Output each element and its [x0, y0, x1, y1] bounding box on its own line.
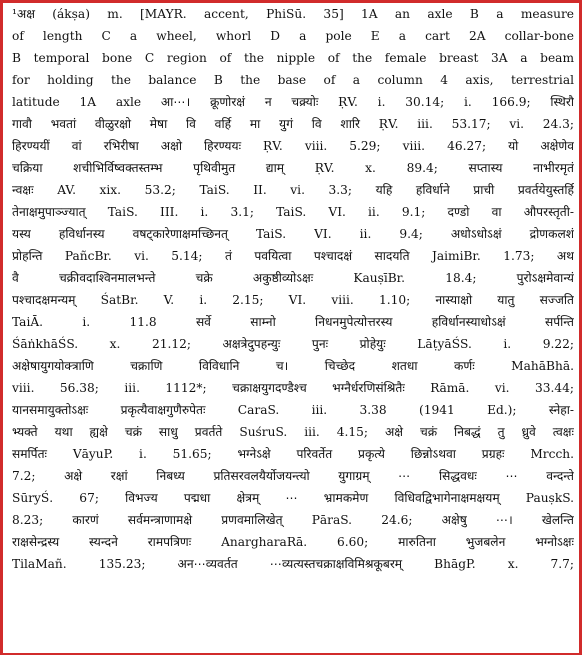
entry-line: न्वक्षः AV. xix. 53.2; TaiS. II. vi. 3.3; यहि हविर्धाने प्राची प्रवर्तयेयुस्तर्हि	[12, 183, 574, 197]
entry-line: यस्य हविर्धानस्य वषट्कारेणाक्षमच्छिनत् TaiS. VI. ii. 9.4; अधोऽधोऽक्षं द्रोणकलशं	[12, 227, 574, 241]
entry-line: ŚāṅkhāŚS. x. 21.12; अक्षत्रेदुपहन्युः पुनः प्रोहेयुः LāṭyāŚS. i. 9.22;	[12, 337, 574, 351]
entry-line: समर्पितः VāyuP. i. 51.65; भग्नेऽक्षे परिवर्तेत प्रकृत्ये छिन्नोऽथवा प्रग्रहः Mrcch.	[12, 447, 574, 461]
entry-line: 7.2; अक्षे रक्षां निबध्य प्रतिसरवलयैर्योजयन्त्यो युगाग्रम् ⋯ सिद्धवधः ⋯ वन्दन्ते	[12, 469, 574, 483]
entry-line: for holding the balance B the base of a column 4 axis, terrestrial	[12, 73, 574, 87]
entry-line: प्रोहन्ति PañcBr. vi. 5.14; तं पवयित्वा पश्चादक्षं सादयति JaimiBr. 1.73; अथ	[12, 249, 574, 263]
entry-line: ¹अक्ष (ákṣa) m. [MAYR. accent, PhiSū. 35] 1A an axle B a measure	[12, 7, 574, 21]
entry-line: 8.23; कारणं सर्वमन्त्राणामक्षे प्रणवमालिखेत् PāraS. 24.6; अक्षेषु ⋯। खेलन्ति	[12, 513, 574, 527]
entry-line: B temporal bone C region of the nipple of the female breast 3A a beam	[12, 51, 574, 65]
entry-line: TaiĀ. i. 11.8 सर्वे साम्नो निधनमुपेत्योत्तरस्य हविर्धानस्याधोऽक्षं सर्पन्ति	[12, 315, 574, 329]
entry-line: तेनाक्षमुपाञ्ज्यात् TaiS. III. i. 3.1; TaiS. VI. ii. 9.1; दण्डो वा औपरस्तृती-	[12, 205, 574, 219]
dictionary-entry-text	[12, 3, 574, 575]
entry-line: गावौ भवतां वीळुरक्षो मेषा वि वर्हि मा युगं वि शारि ṚV. iii. 53.17; vi. 24.3;	[12, 117, 574, 131]
entry-line: viii. 56.38; iii. 1112*; चक्राक्षयुगदण्डैश्च भग्नैर्धरणिसंश्रितैः Rāmā. vi. 33.44;	[12, 381, 574, 395]
entry-line: यानसमायुक्तोऽक्षः प्रकृत्यैवाक्षगुणैरुपेतः CaraS. iii. 3.38 (1941 Ed.); स्नेहा-	[12, 403, 574, 417]
entry-line: latitude 1A axle आ⋯। क्रूणोरक्षं न चक्र्योः ṚV. i. 30.14; i. 166.9; स्थिरौ	[12, 95, 574, 109]
entry-line: हिरण्ययीं वां रभिरीषा अक्षो हिरण्ययः ṚV. viii. 5.29; viii. 46.27; यो अक्षेणेव	[12, 139, 574, 153]
highlight-border-left	[0, 0, 3, 655]
entry-line: वै चक्रीवदाश्विनमालभन्ते चक्रे अकुष्ठीव्योऽक्षः KauṣīBr. 18.4; पुरोऽक्षमेवान्यं	[12, 271, 574, 285]
entry-line: चक्रिया शचीभिर्विष्वक्तस्तम्भ पृथिवीमुत द्याम् ṚV. x. 89.4; सप्तास्य नाभीरमृतं	[12, 161, 574, 175]
entry-line: राक्षसेन्द्रस्य स्यन्दने रामपत्रिणः AnargharaRā. 6.60; मारुतिना भुजबलेन भग्नोऽक्षः	[12, 535, 574, 549]
entry-line: SūryŚ. 67; विभज्य पद्मधा क्षेत्रम् ⋯ भ्रामकमेण विधिवद्विभागेनाक्षमक्षयम् PauṣkS.	[12, 491, 574, 505]
entry-line: पश्चादक्षमन्यम् ŚatBr. V. i. 2.15; VI. viii. 1.10; नास्याक्षो यातु सज्जति	[12, 293, 574, 307]
entry-line: अक्षेषायुगयोक्त्राणि चक्राणि विविधानि च। चिच्छेद शतधा कर्णः MahāBhā.	[12, 359, 574, 373]
entry-line: TilaMañ. 135.23; अन⋯व्यवर्तत ⋯व्यत्यस्तचक्राक्षविमिश्रकूबरम् BhāgP. x. 7.7;	[12, 557, 574, 571]
entry-line: of length C a wheel, whorl D a pole E a cart 2A collar-bone	[12, 29, 574, 43]
entry-line: भ्यक्ते यथा ह्यक्षे चक्रं साधु प्रवर्तते SuśruS. iii. 4.15; अक्षे चक्रं निबद्धं तु ध्रुवे त्वक्षः	[12, 425, 574, 439]
